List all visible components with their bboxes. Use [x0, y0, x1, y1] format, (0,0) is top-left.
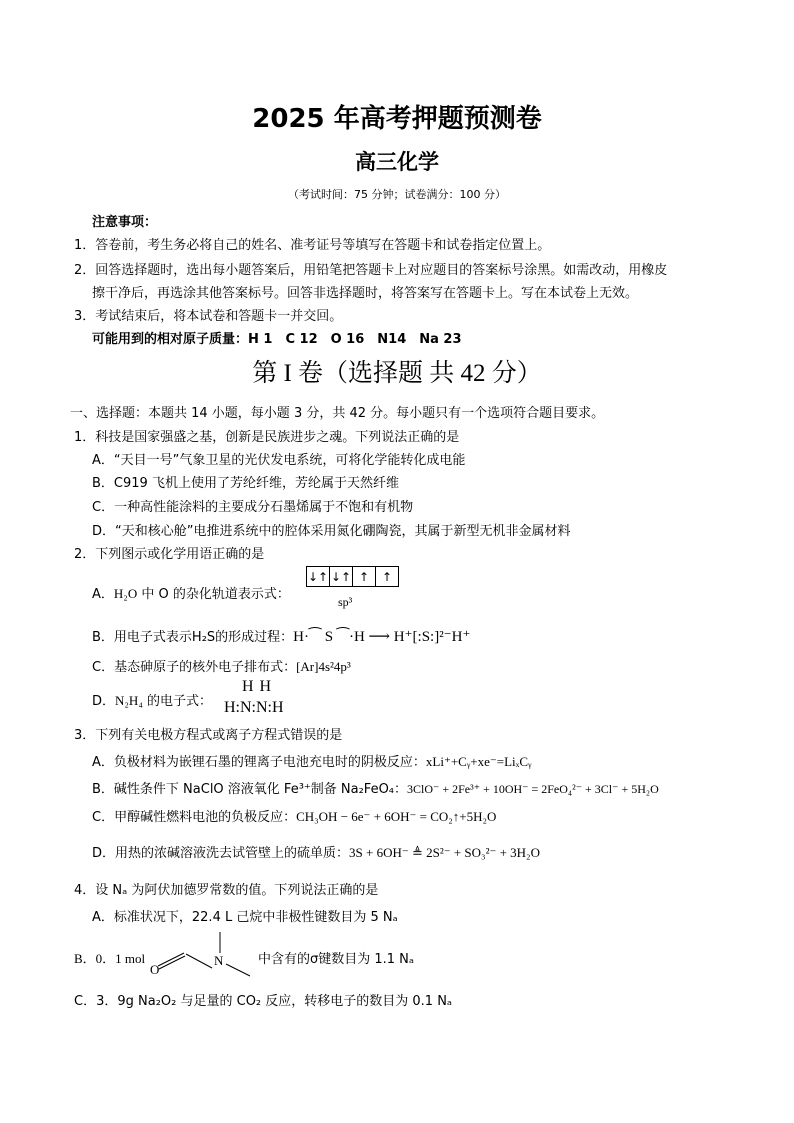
q2-orbital-diagram: [306, 566, 399, 587]
q4-option-c: C．3．9g Na₂O₂ 与足量的 CO₂ 反应，转移电子的数目为 0.1 Nₐ: [74, 994, 453, 1009]
q4-option-a: A．标准状况下，22.4 L 己烷中非极性键数目为 5 Nₐ: [92, 910, 398, 925]
q3-b-text: B．碱性条件下 NaClO 溶液氧化 Fe³⁺制备 Na₂FeO₄：: [92, 782, 408, 797]
q2-b-formula: H·⁀ S ⁀·H ⟶ H⁺[:S:]²⁻H⁺: [293, 629, 471, 645]
q1-option-c: C．一种高性能涂料的主要成分石墨烯属于不饱和有机物: [92, 500, 414, 515]
q2-option-b: [92, 626, 470, 646]
q3-option-b: [92, 778, 659, 797]
q2-d-formula: N₂H₄: [115, 693, 143, 708]
q3-b-eq: 3ClO⁻ + 2Fe³⁺ + 10OH⁻ = 2FeO₄²⁻ + 3Cl⁻ + 5H₂O: [407, 782, 659, 796]
q2-sp3-label: sp³: [338, 595, 353, 609]
q3-d-text: D．用热的浓碱溶液洗去试管壁上的硫单质：: [92, 846, 350, 861]
q2-option-c: [92, 656, 351, 675]
notes-item-2b: 擦干净后，再选涂其他答案标号。回答非选择题时，将答案写在答题卡上。写在本试卷上无效。: [92, 286, 639, 301]
q2-a-text: 中 O 的杂化轨道表示式：: [137, 587, 290, 602]
exam-title: 2025 年高考押题预测卷: [252, 104, 542, 134]
q3-option-c: [92, 806, 496, 825]
q3-c-text: C．甲醇碱性燃料电池的负极反应：: [92, 810, 297, 825]
orbital-cell-2: ↓↑: [330, 567, 353, 586]
q2-c-text: C．基态砷原子的核外电子排布式：: [92, 660, 297, 675]
q3-option-a: [92, 751, 532, 770]
q2-d-struct-top: H H: [242, 678, 273, 695]
q2-d-struct-mid: H:N:N:H: [224, 699, 284, 716]
q4-stem: 4．设 Nₐ 为阿伏加德罗常数的值。下列说法正确的是: [74, 883, 379, 898]
svg-text:O: O: [150, 962, 160, 977]
q1-stem: 1．科技是国家强盛之基，创新是民族进步之魂。下列说法正确的是: [74, 430, 460, 445]
q2-d-prefix: D．: [92, 694, 116, 709]
q1-option-d: D．“天和核心舱”电推进系统中的腔体采用氮化硼陶瓷，其属于新型无机非金属材料: [92, 524, 571, 539]
orbital-cell-1: ↓↑: [307, 567, 330, 586]
notes-heading: 注意事项：: [92, 215, 158, 230]
q3-d-eq: 3S + 6OH⁻ ≜ 2S²⁻ + SO₃²⁻ + 3H₂O: [349, 845, 540, 860]
q3-option-d: [92, 842, 540, 861]
notes-item-1: 1．答卷前，考生务必将自己的姓名、准考证号等填写在答题卡和试卷指定位置上。: [74, 238, 551, 253]
q3-c-eq: CH₃OH − 6e⁻ + 6OH⁻ = CO₂↑+5H₂O: [296, 809, 497, 824]
q1-option-b: B．C919 飞机上使用了芳纶纤维，芳纶属于天然纤维: [92, 476, 399, 491]
q2-option-a: [92, 583, 290, 602]
q3-a-eq: xLi⁺+Cᵧ+xe⁻=LiₓCᵧ: [425, 754, 532, 769]
section-title: 第 I 卷（选择题 共 42 分）: [252, 360, 542, 387]
q2-b-text: B．用电子式表示H₂S的形成过程：: [92, 630, 294, 645]
notes-item-2a: 2．回答选择题时，选出每小题答案后，用铅笔把答题卡上对应题目的答案标号涂黑。如需改动，用橡皮: [74, 263, 668, 278]
q2-option-d: [92, 690, 212, 709]
orbital-cell-4: ↑: [381, 569, 393, 584]
dmf-structure: [150, 928, 256, 980]
q2-stem: 2．下列图示或化学用语正确的是: [74, 547, 265, 562]
q2-c-formula: [Ar]4s²4p³: [296, 659, 351, 674]
notes-item-3: 3．考试结束后，将本试卷和答题卡一并交回。: [74, 309, 343, 324]
q3-stem: 3．下列有关电极方程式或离子方程式错误的是: [74, 728, 343, 743]
atomic-mass-line: 可能用到的相对原子质量：H 1 C 12 O 16 N14 Na 23: [92, 332, 462, 347]
q4-b-text: 中含有的σ键数目为 1.1 Nₐ: [258, 952, 414, 967]
q1-option-a: A．“天目一号”气象卫星的光伏发电系统，可将化学能转化成电能: [92, 453, 466, 468]
q2-d-text: 的电子式：: [142, 694, 212, 709]
q4-b-prefix: B．0．1 mol: [74, 951, 146, 966]
exam-info: （考试时间：75 分钟；试卷满分：100 分）: [288, 188, 506, 201]
svg-text:N: N: [214, 953, 224, 968]
section-intro: 一、选择题：本题共 14 小题，每小题 3 分，共 42 分。每小题只有一个选项符合题目要求。: [70, 406, 605, 421]
subject-title: 高三化学: [355, 150, 439, 174]
orbital-cell-3: ↑: [353, 567, 376, 586]
q2-a-formula: H₂O: [113, 586, 138, 601]
q2-a-prefix: A．: [92, 587, 114, 602]
q3-a-text: A．负极材料为嵌锂石墨的锂离子电池充电时的阴极反应：: [92, 755, 426, 770]
